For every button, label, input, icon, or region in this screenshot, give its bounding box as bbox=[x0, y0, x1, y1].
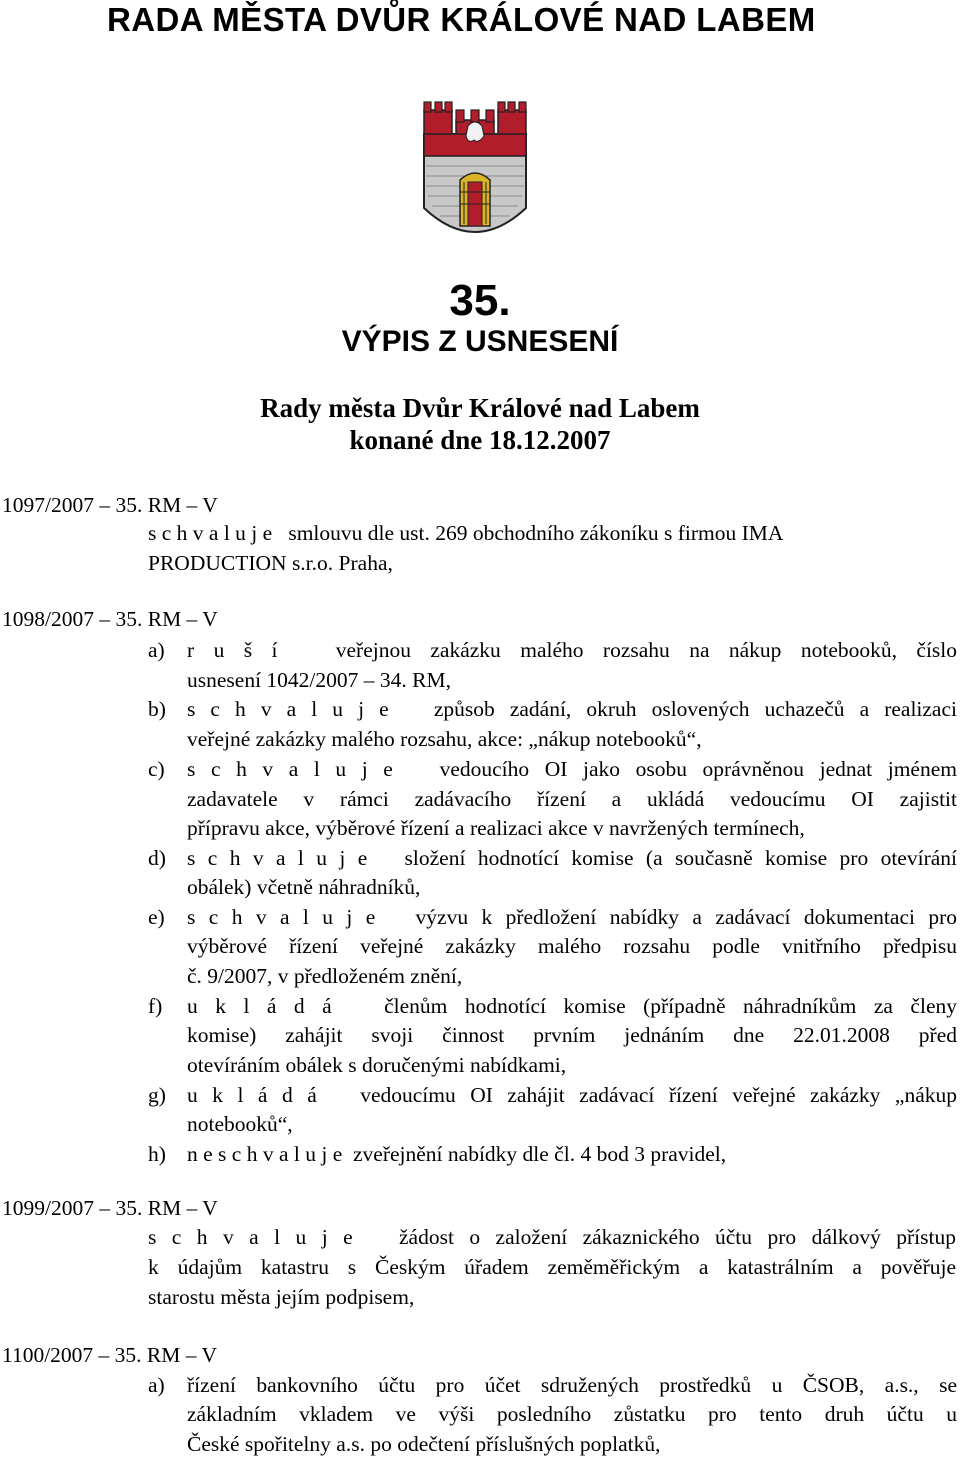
item-text: n e s c h v a l u j e zveřejnění nabídky dle čl. 4 bod 3 pravidel, bbox=[187, 1142, 727, 1166]
item-text: r u š í veřejnou zakázku malého rozsahu na nákup notebooků, číslo bbox=[187, 638, 958, 662]
item-text: u k l á d á vedoucímu OI zahájit zadávací řízení veřejné zakázky „nákup bbox=[187, 1083, 957, 1107]
item-text: řízení bankovního účtu pro účet sdružených prostředků u ČSOB, a.s., se bbox=[187, 1373, 957, 1397]
item-text: s c h v a l u j e složení hodnotící komise (a současně komise pro otevírání bbox=[187, 846, 957, 870]
item-label: a) bbox=[148, 638, 165, 662]
item-text: komise) zahájit svoji činnost prvním jednáním dne 22.01.2008 před bbox=[187, 1023, 957, 1047]
resolution-text: PRODUCTION s.r.o. Praha, bbox=[148, 551, 393, 575]
document-subtitle: Rady města Dvůr Králové nad Labem bbox=[260, 393, 700, 423]
item-label: a) bbox=[148, 1373, 165, 1397]
document-heading: VÝPIS Z USNESENÍ bbox=[341, 325, 619, 358]
item-label: e) bbox=[148, 905, 165, 929]
item-text: u k l á d á členům hodnotící komise (případně náhradníkům za členy bbox=[187, 994, 957, 1018]
item-text: č. 9/2007, v předloženém znění, bbox=[187, 964, 463, 988]
meeting-number: 35. bbox=[449, 276, 511, 325]
item-text: s c h v a l u j e vedoucího OI jako osobu oprávněnou jednat jménem bbox=[187, 757, 957, 781]
resolution-id: 1097/2007 – 35. RM – V bbox=[2, 493, 218, 517]
item-text: s c h v a l u j e způsob zadání, okruh oslovených uchazečů a realizaci bbox=[187, 697, 957, 721]
town-coat-of-arms-icon bbox=[418, 96, 532, 248]
item-text: přípravu akce, výběrové řízení a realizaci akce v navržených termínech, bbox=[187, 816, 805, 840]
item-label: f) bbox=[148, 994, 163, 1018]
item-text: České spořitelny a.s. po odečtení příslušných poplatků, bbox=[187, 1432, 661, 1456]
council-title: RADA MĚSTA DVŮR KRÁLOVÉ NAD LABEM bbox=[107, 1, 816, 38]
item-text: usnesení 1042/2007 – 34. RM, bbox=[187, 668, 451, 692]
resolution-id: 1098/2007 – 35. RM – V bbox=[2, 607, 218, 631]
item-text: s c h v a l u j e výzvu k předložení nabídky a zadávací dokumentaci pro bbox=[187, 905, 958, 929]
item-label: g) bbox=[148, 1083, 166, 1107]
item-label: h) bbox=[148, 1142, 166, 1166]
resolution-text: k údajům katastru s Českým úřadem zeměměřickým a katastrálním a pověřuje bbox=[148, 1255, 956, 1279]
meeting-date: konané dne 18.12.2007 bbox=[349, 425, 611, 455]
item-text: veřejné zakázky malého rozsahu, akce: „nákup notebooků“, bbox=[187, 727, 702, 751]
item-label: c) bbox=[148, 757, 165, 781]
resolution-id: 1100/2007 – 35. RM – V bbox=[2, 1343, 218, 1367]
item-text: zadavatele v rámci zadávacího řízení a ukládá vedoucímu OI zajistit bbox=[187, 787, 957, 811]
item-text: otevíráním obálek s doručenými nabídkami, bbox=[187, 1053, 567, 1077]
item-text: notebooků“, bbox=[187, 1112, 293, 1136]
item-label: d) bbox=[148, 846, 166, 870]
item-label: b) bbox=[148, 697, 166, 721]
item-text: výběrové řízení veřejné zakázky malého rozsahu podle vnitřního předpisu bbox=[187, 934, 957, 958]
item-text: obálek) včetně náhradníků, bbox=[187, 875, 421, 899]
item-text: základním vkladem ve výši posledního zůstatku pro tento druh účtu u bbox=[187, 1402, 957, 1426]
resolution-text: s c h v a l u j e smlouvu dle ust. 269 obchodního zákoníku s firmou IMA bbox=[148, 521, 784, 545]
resolution-id: 1099/2007 – 35. RM – V bbox=[2, 1196, 218, 1220]
resolution-text: starostu města jejím podpisem, bbox=[148, 1285, 415, 1309]
resolution-text: s c h v a l u j e žádost o založení zákaznického účtu pro dálkový přístup bbox=[148, 1225, 956, 1249]
